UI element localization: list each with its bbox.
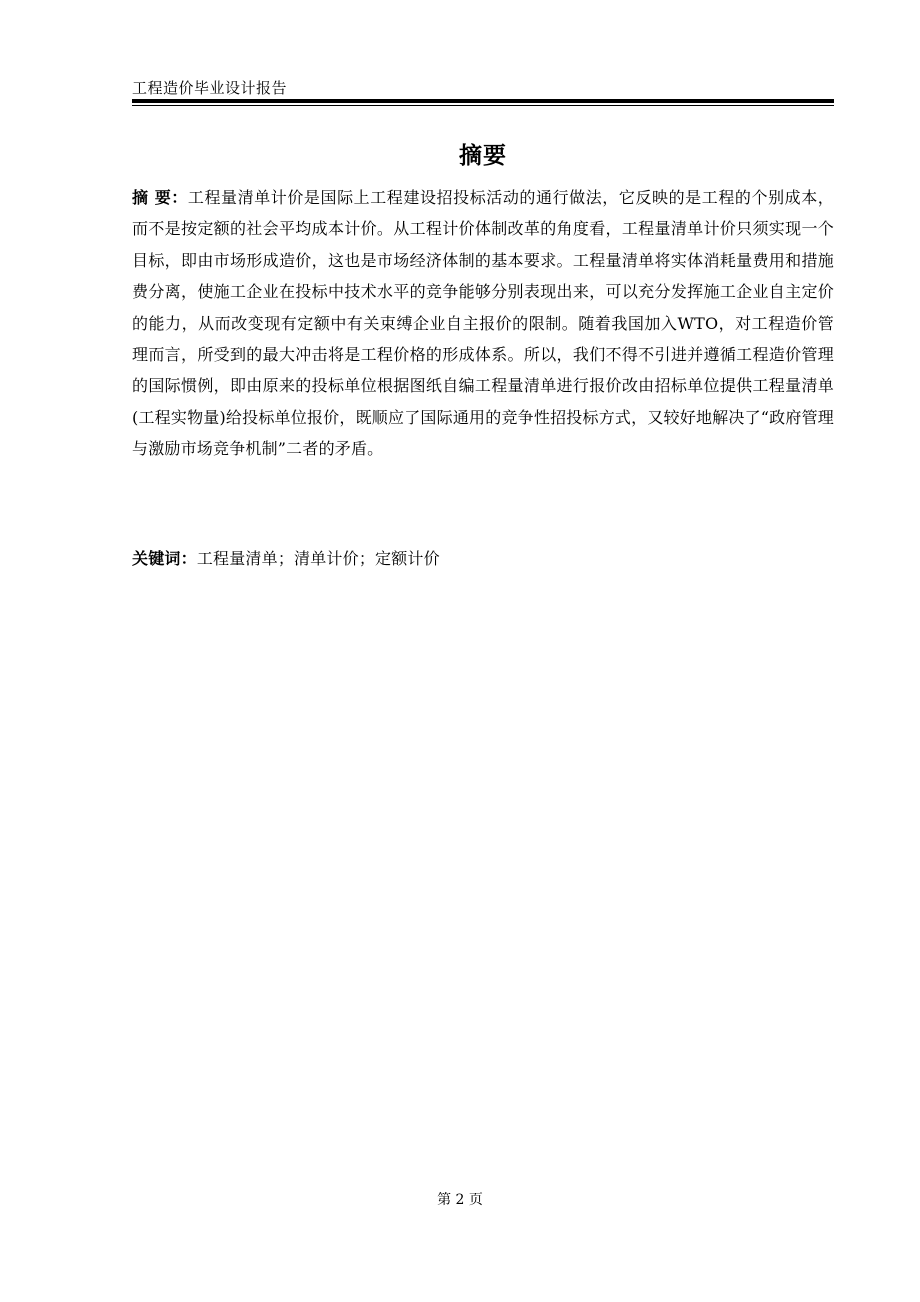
abstract-text: 工程量清单计价是国际上工程建设招投标活动的通行做法，它反映的是工程的个别成本，而不是按定额的社会平均成本计价。从工程计价体制改革的角度看，工程量清单计价只须实现一个目标，即由市场形成造价，这也是市场经济体制的基本要求。工程量清单将实体消耗量费用和措施费分离，使施工企业在投标中技术水平的竞争能够分别表现出来，可以充分发挥施工企业自主定价的能力，从而改变现有定额中有关束缚企业自主报价的限制。随着我国加入WTO，对工程造价管理而言，所受到的最大冲击将是工程价格的形成体系。所以，我们不得不引进并遵循工程造价管理的国际惯例，即由原来的投标单位根据图纸自编工程量清单进行报价改由招标单位提供工程量清单(工程实物量)给投标单位报价，既顺应了国际通用的竞争性招投标方式，又较好地解决了“政府管理与激励市场竞争机制”二者的矛盾。 [132, 188, 834, 459]
keywords-label: 关键词： [132, 549, 197, 568]
abstract-paragraph [132, 182, 834, 465]
keywords-text: 工程量清单；清单计价；定额计价 [196, 549, 440, 568]
abstract-label: 摘 要： [132, 188, 188, 207]
header-rule-thin [132, 105, 834, 106]
page-header [132, 78, 834, 106]
header-rule-thick [132, 99, 834, 103]
document-title: 摘要 [459, 143, 507, 169]
page-number: 第 2 页 [437, 1192, 483, 1208]
keywords-line [132, 543, 834, 574]
header-title: 工程造价毕业设计报告 [132, 79, 288, 97]
